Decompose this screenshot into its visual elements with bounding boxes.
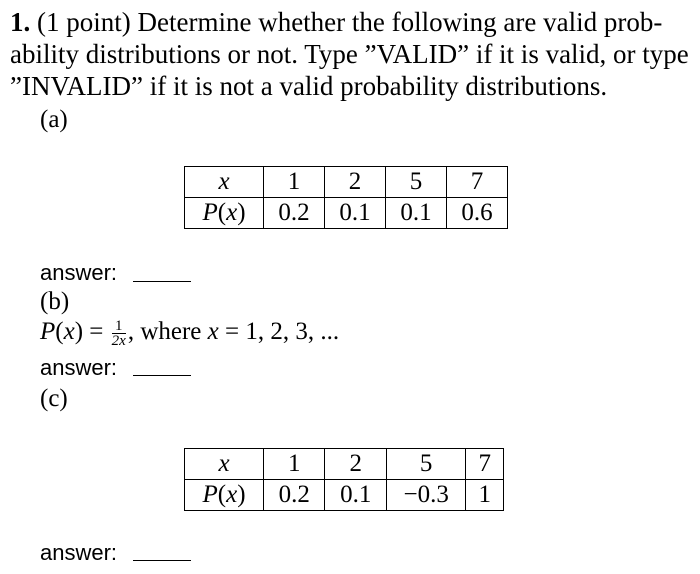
answer-label-a: answer: [40,260,118,285]
table-cell: 1 [264,167,325,198]
table-cell: 2 [325,449,386,480]
formula-fraction [112,319,126,348]
table-cell: 0.1 [386,198,447,229]
table-cell: 5 [386,167,447,198]
problem-text-line-2: ability distributions or not. Type ”VALID” if it is valid, or type [10,39,689,69]
part-a-label: (a) [40,106,68,133]
table-cell: −0.3 [386,480,465,511]
table-header-x: x [185,449,264,480]
table-cell: 1 [466,480,504,511]
problem-number: 1. [10,7,31,37]
problem-text-line-1: Determine whether the following are valid prob- [137,7,663,37]
answer-field-b[interactable] [133,375,191,376]
formula-rest: , where x = 1, 2, 3, ... [127,318,340,345]
answer-label-c: answer: [40,540,118,565]
distribution-table-c [184,448,504,511]
table-row [185,198,508,229]
table-row [185,449,504,480]
table-cell: 0.1 [325,198,386,229]
problem-points: (1 point) [37,7,131,37]
table-cell: 5 [386,449,465,480]
distribution-table-a [184,166,508,229]
table-cell: 0.2 [264,198,325,229]
table-header-x: x [185,167,264,198]
answer-label-b: answer: [40,355,118,380]
problem-line-1 [10,6,700,38]
table-header-px: P(x) [185,198,264,229]
table-cell: 7 [447,167,508,198]
table-cell: 2 [325,167,386,198]
table-cell: 0.1 [325,480,386,511]
table-cell: 1 [264,449,325,480]
problem-text-line-3: ”INVALID” if it is not a valid probability distributions. [10,71,608,101]
table-cell: 0.6 [447,198,508,229]
answer-field-a[interactable] [133,281,191,282]
table-header-px: P(x) [185,480,264,511]
table-row [185,167,508,198]
fraction-numerator: 1 [112,319,126,334]
answer-field-c[interactable] [133,560,191,561]
part-b-label: (b) [40,288,70,315]
problem-statement [10,6,700,102]
part-c-label: (c) [40,385,68,412]
fraction-denominator: 2x [111,332,126,349]
table-row [185,480,504,511]
formula-b: P(x) = $\frac{1}{2x}$ , where x = 1, 2, 3, ... [40,317,340,349]
table-cell: 0.2 [264,480,325,511]
table-cell: 7 [466,449,504,480]
